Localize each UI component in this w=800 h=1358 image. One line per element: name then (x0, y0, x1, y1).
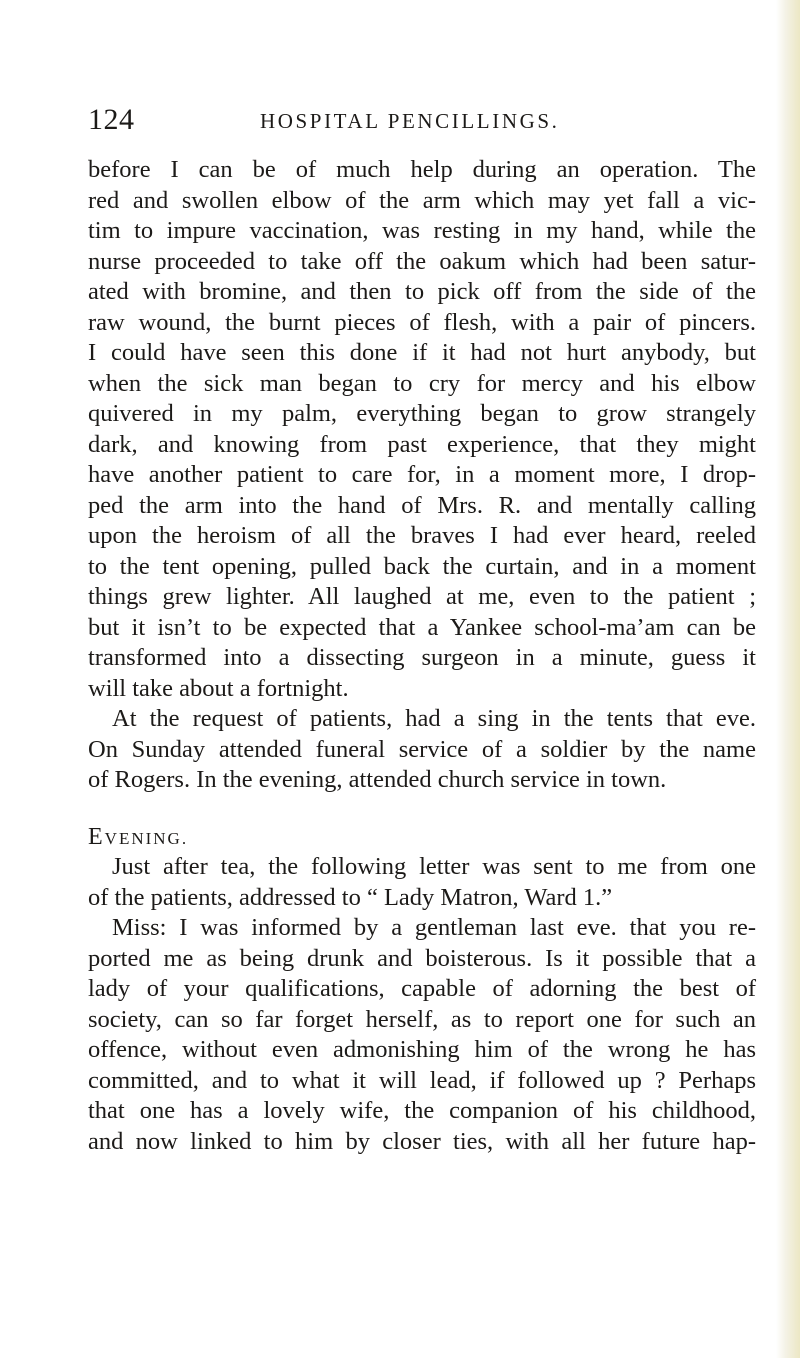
section-heading-initial: E (88, 823, 105, 850)
text-line: that one has a lovely wife, the companion of his childhood, (88, 1097, 756, 1124)
text-line: to the tent opening, pulled back the curtain, and in a moment (88, 552, 756, 580)
text-line: of the patients, addressed to “ Lady Matron, Ward 1.” (88, 883, 613, 911)
text-line: Miss: I was informed by a gentleman last eve. that you re- (112, 914, 756, 941)
text-line: dark, and knowing from past experience, that they might (88, 430, 756, 458)
text-line: upon the heroism of all the braves I had ever heard, reeled (88, 522, 756, 549)
text-line: ped the arm into the hand of Mrs. R. and mentally calling (88, 491, 756, 519)
text-line: offence, without even admonishing him of the wrong he has (88, 1036, 756, 1063)
text-line: of Rogers. In the evening, attended church service in town. (88, 766, 667, 793)
text-line: I could have seen this done if it had not hurt anybody, but (88, 339, 756, 366)
text-line: and now linked to him by closer ties, with all her future hap- (88, 1127, 756, 1155)
section-heading (88, 822, 756, 853)
text-line: but it isn’t to be expected that a Yankee school-ma’am can be (88, 613, 756, 641)
text-line: ported me as being drunk and boisterous. Is it possible that a (88, 944, 756, 972)
body-text (88, 155, 756, 1157)
page-number: 124 (88, 103, 135, 136)
text-line: On Sunday attended funeral service of a soldier by the name (88, 735, 756, 763)
text-line: when the sick man began to cry for mercy and his elbow (88, 369, 756, 397)
text-line: Just after tea, the following letter was sent to me from one (112, 853, 756, 880)
text-line: quivered in my palm, everything began to grow strangely (88, 400, 756, 427)
page-header (88, 104, 748, 136)
running-title: HOSPITAL PENCILLINGS. (260, 109, 560, 133)
text-line: will take about a fortnight. (88, 674, 349, 702)
text-line: transformed into a dissecting surgeon in a minute, guess it (88, 644, 756, 671)
section-heading-rest: VENING. (104, 828, 189, 848)
text-line: have another patient to care for, in a moment more, I drop- (88, 461, 756, 488)
text-line: society, can so far forget herself, as to report one for such an (88, 1005, 756, 1033)
text-line: committed, and to what it will lead, if followed up ? Perhaps (88, 1066, 756, 1094)
text-line: At the request of patients, had a sing in the tents that eve. (112, 705, 756, 732)
text-line: things grew lighter. All laughed at me, even to the patient ; (88, 583, 756, 610)
section-spacer (88, 796, 756, 822)
text-line: ated with bromine, and then to pick off from the side of the (88, 278, 756, 305)
text-line: red and swollen elbow of the arm which may yet fall a vic- (88, 186, 756, 214)
text-line: before I can be of much help during an operation. The (88, 156, 756, 183)
text-line: tim to impure vaccination, was resting in my hand, while the (88, 217, 756, 244)
text-line: nurse proceeded to take off the oakum which had been satur- (88, 247, 756, 275)
page-edge-shading (776, 0, 800, 1358)
text-line: raw wound, the burnt pieces of flesh, with a pair of pincers. (88, 308, 756, 336)
text-line: lady of your qualifications, capable of adorning the best of (88, 975, 756, 1002)
